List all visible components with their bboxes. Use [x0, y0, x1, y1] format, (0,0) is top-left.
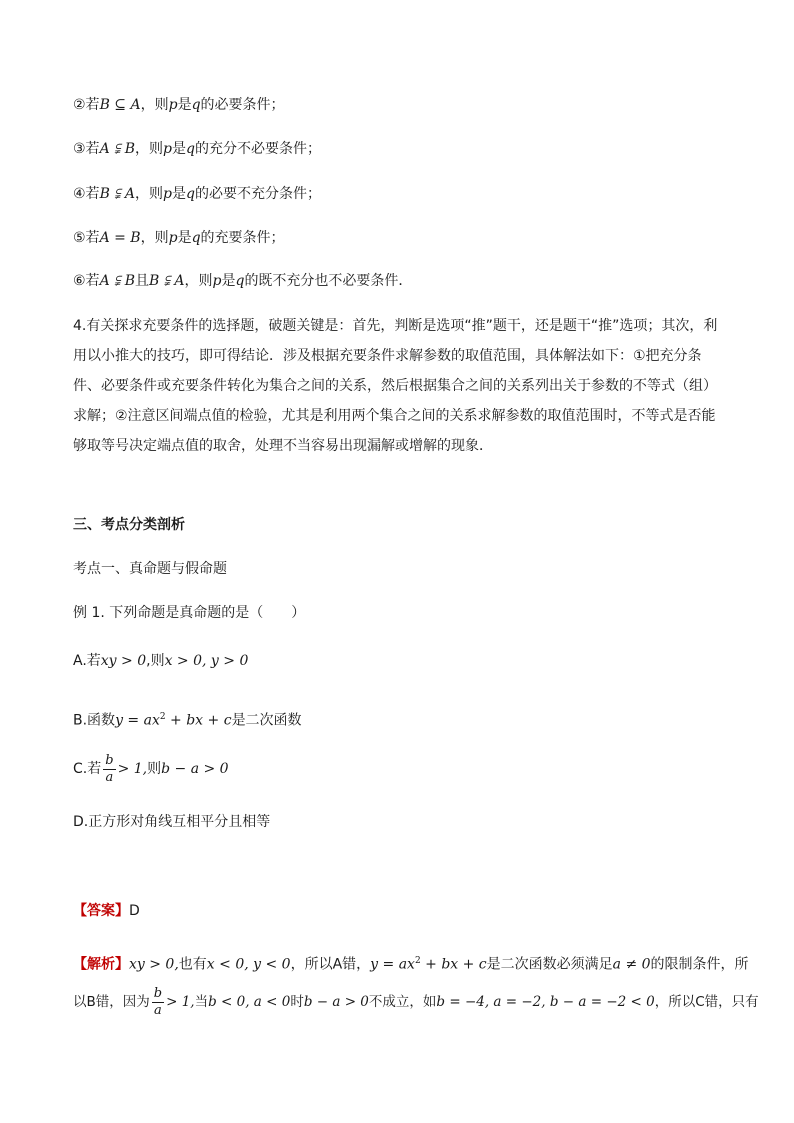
- analysis-line-2: 以B错，因为 $\frac{b}{a}$ > 1,当b < 0, a < 0时b − a > 0不成立，如b = −4, a = −2, b − a = −2 < 0，所以C错，只有: [73, 985, 759, 1018]
- rule-4: ④若B ⫋ A，则p是q的必要不充分条件；: [73, 186, 321, 202]
- note-paragraph-4: 4.有关探求充要条件的选择题，破题关键是：首先，判断是选项“推”题干，还是题干“推”选项；其次，利用以小推大的技巧，即可得结论．涉及根据充要条件求解参数的取值范围，具体解法如下：①把充分条件、必要条件或充要条件转化为集合之间的关系，然后根据集合之间的关系列出关于参数的不等式（组）求解；②注意区间端点值的检验，尤其是利用两个集合之间的关系求解参数的取值范围时，不等式是否能够取等号决定端点值的取舍，处理不当容易出现漏解或增解的现象．: [73, 318, 718, 454]
- fraction-b-over-a-analysis: $\frac{b}{a}$: [153, 985, 163, 1018]
- rule-3: ③若A ⫋ B，则p是q的充分不必要条件；: [73, 141, 321, 157]
- fraction-b-over-a: $\frac{b}{a}$: [105, 752, 114, 785]
- answer-tag: 【答案】: [73, 903, 129, 919]
- option-c: C.若 $\frac{b}{a}$ > 1,则b − a > 0: [73, 752, 229, 785]
- answer-line: [73, 901, 140, 921]
- analysis-line-1: 【解析】xy > 0,也有x < 0, y < 0，所以A错，$y = ax^2$ + bx + c是二次函数必须满足a ≠ 0的限制条件，所: [73, 956, 749, 973]
- analysis-tag: 【解析】: [73, 956, 129, 973]
- section-title: 三、考点分类剖析: [73, 517, 185, 533]
- rule-2: ②若B ⊆ A，则p是q的必要条件；: [73, 97, 285, 113]
- option-b: B.函数$y = ax^2$ + bx + c是二次函数: [73, 712, 302, 729]
- example-question: 例 1. 下列命题是真命题的是（ ）: [73, 605, 306, 621]
- option-a: A.若xy > 0,则x > 0, y > 0: [73, 653, 249, 669]
- rule-6: ⑥若A ⫋ B且B ⫋ A，则p是q的既不充分也不必要条件．: [73, 273, 413, 289]
- option-d: D.正方形对角线互相平分且相等: [73, 814, 271, 830]
- rule-5: ⑤若A = B，则p是q的充要条件；: [73, 230, 285, 246]
- topic-heading: 考点一、真命题与假命题: [73, 561, 227, 577]
- answer-value: D: [129, 903, 140, 919]
